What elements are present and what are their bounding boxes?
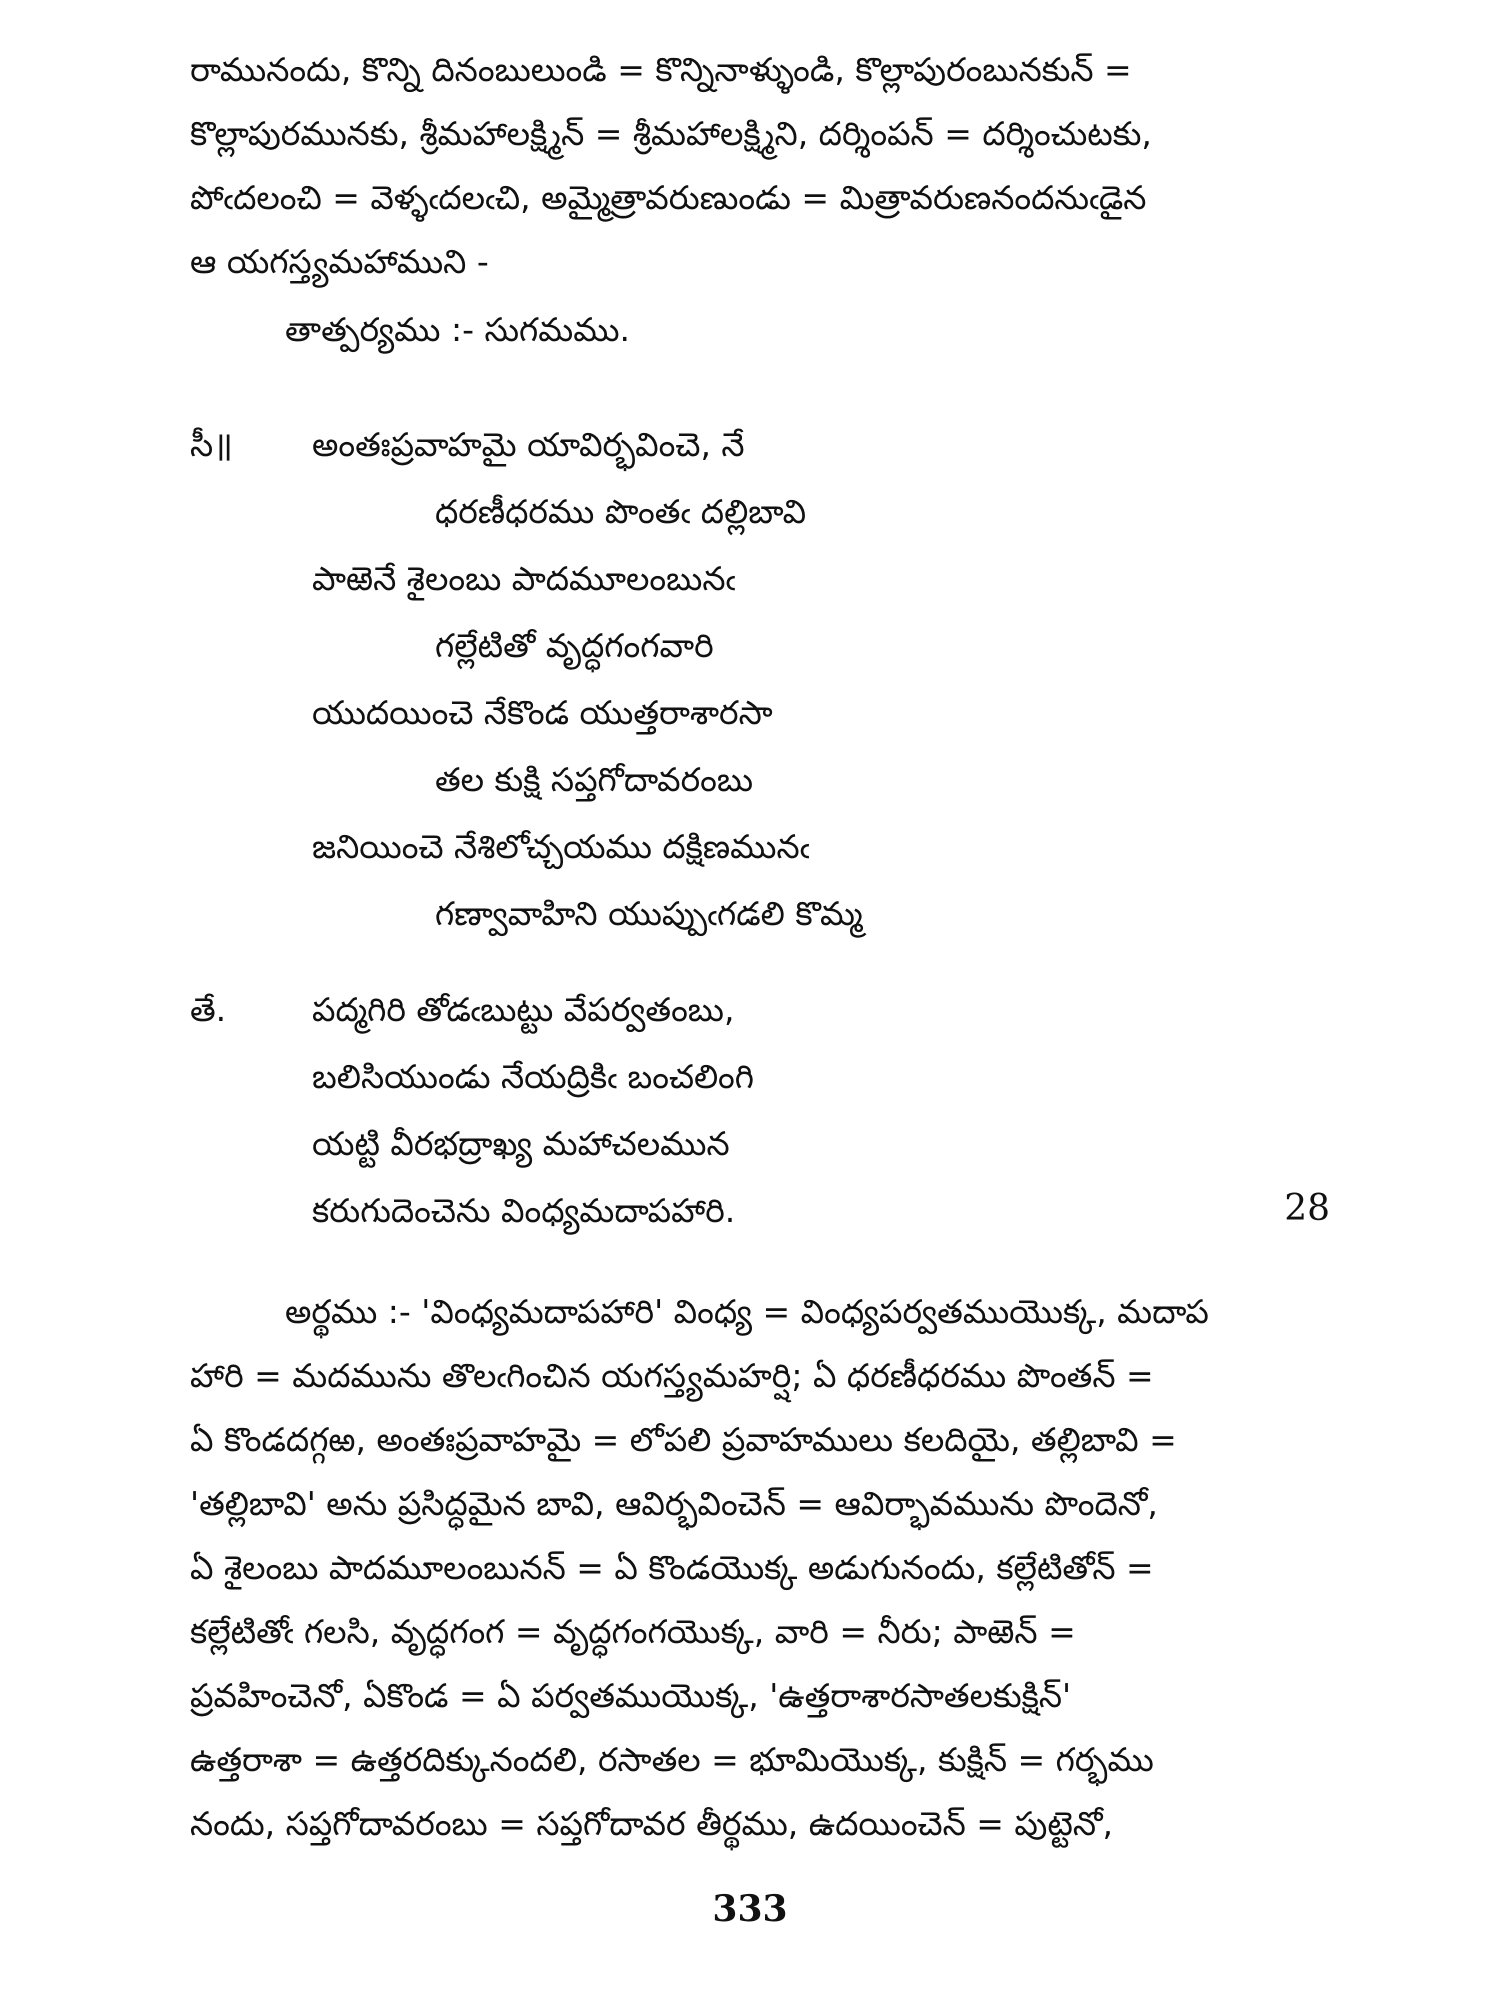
meaning-line: ఏ కొండదగ్గఱ, అంతఃప్రవాహమై = లోపలి ప్రవాహములు కలదియై, తల్లిబావి = <box>190 1420 1177 1459</box>
meaning-line: ప్రవహించెనో, ఏకొండ = ఏ పర్వతముయొక్క, 'ఉత్తరాశారసాతలకుక్షిన్' <box>190 1676 1072 1715</box>
intro-line: ఆ యగస్త్యమహాముని - <box>190 242 489 281</box>
intro-line: పోఁదలంచి = వెళ్ళఁదలఁచి, అమ్మైత్రావరుణుండు = మిత్రావరుణనందనుఁడైన <box>190 178 1147 217</box>
verse-line: పాఱెనే శైలంబు పాదమూలంబునఁ <box>312 559 736 598</box>
page-number: 333 <box>712 1888 788 1930</box>
verse-number: 28 <box>1284 1188 1330 1229</box>
verse-line: బలిసియుండు నేయద్రికిఁ బంచలింగి <box>312 1057 754 1096</box>
meaning-line: ఏ శైలంబు పాదమూలంబునన్ = ఏ కొండయొక్క అడుగునందు, కల్లేటితోన్ = <box>190 1548 1154 1587</box>
meaning-paragraph <box>190 1280 1320 1856</box>
sisa-label: సీ॥ <box>190 425 233 464</box>
verse-line: ధరణీధరము పొంతఁ దల్లిబావి <box>435 492 807 531</box>
intro-paragraph <box>190 38 1320 294</box>
verse-line: గణ్వావాహిని యుప్పుఁగడలి కొమ్మ <box>435 894 863 933</box>
meaning-line: అర్థము :- 'వింధ్యమదాపహారి' వింధ్య = వింధ్యపర్వతముయొక్క, మదాప <box>285 1292 1209 1331</box>
meaning-line: ఉత్తరాశా = ఉత్తరదిక్కునందలి, రసాతల = భూమియొక్క, కుక్షిన్ = గర్భము <box>190 1740 1154 1779</box>
verse-line: పద్మగిరి తోడఁబుట్టు వేపర్వతంబు, <box>312 990 735 1029</box>
verse-line: తల కుక్షి సప్తగోదావరంబు <box>435 760 754 799</box>
verse-line: అంతఃప్రవాహమై యావిర్భవించె, నే <box>312 425 745 464</box>
meaning-line: కల్లేటితోఁ గలసి, వృద్ధగంగ = వృద్ధగంగయొక్క, వారి = నీరు; పాఱెన్ = <box>190 1612 1076 1651</box>
meaning-line: 'తల్లిబావి' అను ప్రసిద్ధమైన బావి, ఆవిర్భవించెన్ = ఆవిర్భావమును పొందెనో, <box>190 1484 1158 1523</box>
teta-label: తే. <box>190 990 227 1029</box>
intro-line: రామునందు, కొన్ని దినంబులుండి = కొన్నినాళ్ళుండి, కొల్లాపురంబునకున్ = <box>190 50 1132 89</box>
meaning-line: నందు, సప్తగోదావరంబు = సప్తగోదావర తీర్థము, ఉదయించెన్ = పుట్టెనో, <box>190 1804 1113 1843</box>
verse-line: గల్లేటితో వృద్ధగంగవారి <box>435 626 714 665</box>
meaning-line: హారి = మదమును తొలఁగించిన యగస్త్యమహర్షి; ఏ ధరణీధరము పొంతన్ = <box>190 1356 1154 1395</box>
intro-line: కొల్లాపురమునకు, శ్రీమహాలక్ష్మిన్ = శ్రీమహాలక్ష్మిని, దర్శింపన్ = దర్శించుటకు, <box>190 114 1152 153</box>
tatparyam-line: తాత్పర్యము :- సుగమము. <box>285 310 631 349</box>
verse-line: యుదయించె నేకొండ యుత్తరాశారసా <box>312 693 773 732</box>
verse-line: జనియించె నేశిలోచ్చయము దక్షిణమునఁ <box>312 827 810 866</box>
verse-line: కరుగుదెంచెను వింధ్యమదాపహారి. <box>312 1191 736 1230</box>
verse-line: యట్టి వీరభద్రాఖ్య మహాచలమున <box>312 1124 730 1163</box>
